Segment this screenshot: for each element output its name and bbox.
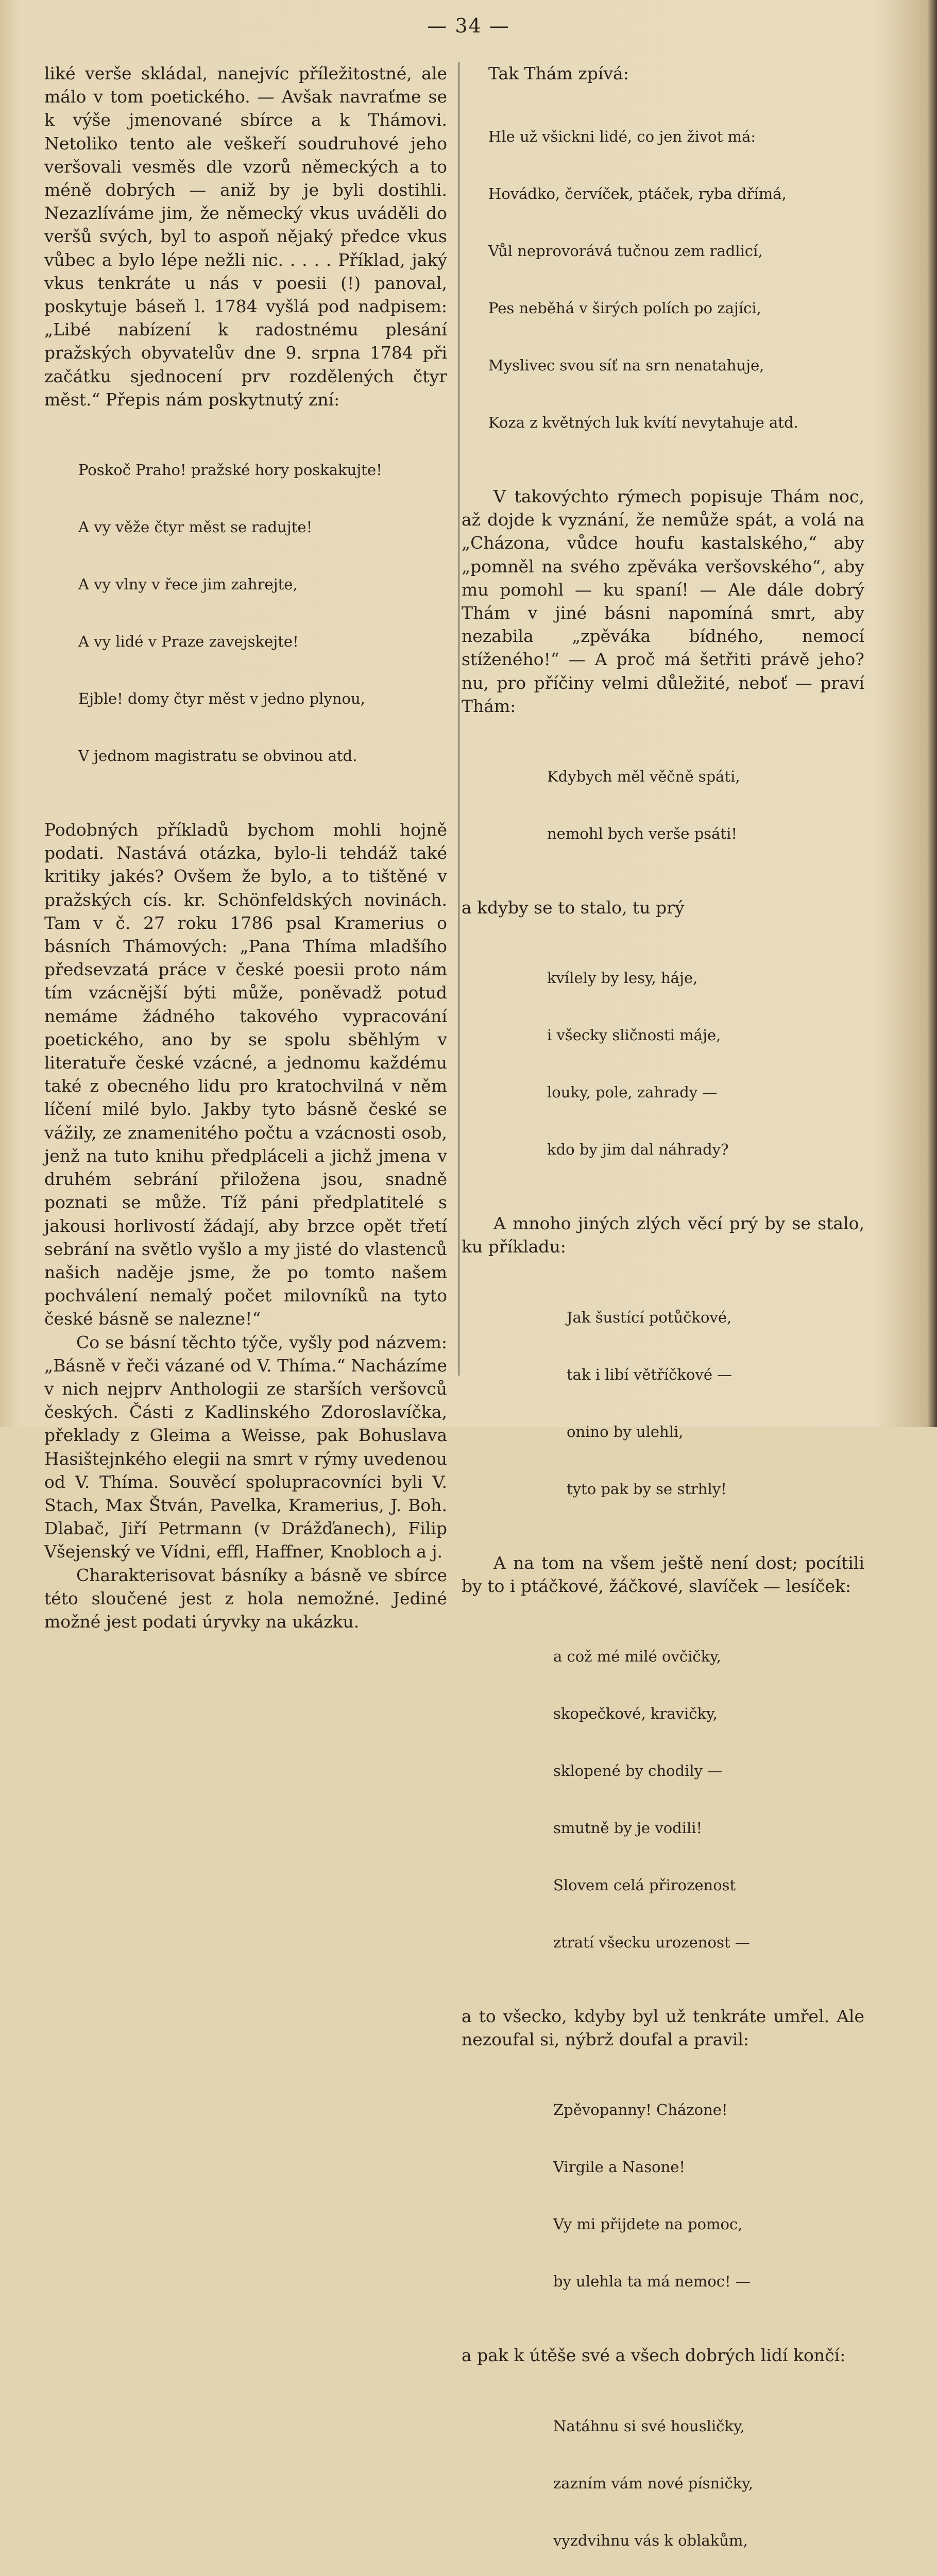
verse-line: Myslivec svou síť na srn nenatahuje,: [488, 357, 764, 374]
verse-line: Vůl neprovorává tučnou zem radlicí,: [488, 242, 763, 260]
verse-line: i všecky sličnosti máje,: [547, 1026, 721, 1044]
right-paragraph-1: V takovýchto rýmech popisuje Thám noc, až dojde k vyznání, že nemůže spát, a volá na „Cházona, vůdce houfu kastalského,“ aby „pomněl na svého zpěváka veršovského“, aby mu pomohl — ku spaní! — Ale dále dobrý Thám v jiné básni napomíná smrt, aby nezabila „zpěváka bídného, nemocí stíženého!“ — A proč má šetřiti právě jeho? nu, pro příčiny velmi důležité, neboť — praví Thám:: [462, 486, 864, 716]
left-paragraph-1: liké verše skládal, nanejvíc příležitostné, ale málo v tom poetického. — Avšak navraťme se k výše jmenované sbírce a k Thámovi. Netoliko tento ale veškeří soudruhové jeho veršovali vesměs dle vzorů německých a to méně dobrých — aniž by je byli dostihli. Nezazlíváme jim, že německý vkus uváděli do veršů svých, byl to aspoň nějaký předce vkus vůbec a bylo lépe nežli nic. . . . . Příklad, jaký vkus tenkráte u nás v poesii (!) panoval, poskytuje báseň l. 1784 vyšlá pod nadpisem: „Libé nabízení k radostnému plesání pražských obyvatelův dne 9. srpna 1784 při začátku sjednocení prv rozdělených čtyr měst.“ Přepis nám poskytnutý zní:: [44, 63, 447, 410]
verse-line: nemohl bych verše psáti!: [547, 825, 738, 843]
page-number: — 34 —: [427, 14, 510, 37]
verse-line: Hovádko, červíček, ptáček, ryba dřímá,: [488, 185, 787, 202]
right-paragraph-5: a to všecko, kdyby byl už tenkráte umřel. Ale nezoufal si, nýbrž doufal a pravil:: [462, 2006, 864, 2050]
verse-line: vyzdvihnu vás k oblakům,: [553, 2531, 748, 2549]
verse-line: tyto pak by se strhly!: [567, 1480, 727, 1498]
right-poem-7: [462, 2379, 864, 2576]
verse-line: kdo by jim dal náhrady?: [547, 1141, 729, 1159]
verse-line: Hle už všickni lidé, co jen život má:: [488, 128, 756, 145]
right-paragraph-4: A na tom na všem ještě není dost; pocítili by to i ptáčkové, žáčkové, slavíček — lesíček:: [462, 1552, 864, 1596]
right-paragraph-2: a kdyby se to stalo, tu prý: [462, 897, 685, 918]
verse-line: Koza z květných luk kvítí nevytahuje atd.: [488, 414, 798, 431]
verse-line: by ulehla ta má nemoc! —: [553, 2273, 751, 2291]
right-poem-2: [462, 729, 864, 882]
verse-line: Vy mi přijdete na pomoc,: [553, 2215, 743, 2233]
verse-line: Pes neběhá v širých polích po zajíci,: [488, 299, 761, 317]
left-column: [44, 62, 447, 1633]
verse-line: smutně by je vodili!: [553, 1819, 703, 1837]
verse-line: A vy věže čtyr měst se radujte!: [78, 518, 313, 536]
right-poem-3: [462, 930, 864, 1197]
right-poem-5: [462, 1609, 864, 1990]
verse-line: A vy lidé v Praze zavejskejte!: [78, 633, 299, 651]
verse-line: sklopené by chodily —: [553, 1762, 723, 1780]
right-paragraph-3: A mnoho jiných zlých věcí prý by se stalo, ku příkladu:: [462, 1213, 864, 1257]
right-paragraph-6: a pak k útěše své a všech dobrých lidí končí:: [462, 2345, 846, 2366]
verse-line: zazním vám nové písničky,: [553, 2474, 754, 2492]
left-paragraph-3: Co se básní těchto týče, vyšly pod názvem: „Básně v řeči vázané od V. Thíma.“ Nacházíme v nich nejprv Anthologii ze starších veršovců českých. Části z Kadlinského Zdoroslavíčka, překlady z Gleima a Weisse, pak Bohuslava Hasištejnkého elegii na smrt v rýmy uvedenou od V. Thíma. Souvěcí spolupracovníci byli V. Stach, Max Štván, Pavelka, Kramerius, J. Boh. Dlabač, Jiří Petrmann (v Drážďanech), Filip Všejenský ve Vídni, effl, Haffner, Knobloch a j.: [44, 1332, 447, 1562]
right-column: [462, 62, 864, 2576]
verse-line: Kdybych měl věčně spáti,: [547, 768, 740, 786]
verse-line: Zpěvopanny! Cházone!: [553, 2101, 728, 2119]
right-poem-1: [462, 89, 864, 470]
verse-line: Jak šustící potůčkové,: [567, 1308, 732, 1326]
verse-line: louky, pole, zahrady —: [547, 1083, 718, 1101]
right-intro: Tak Thám zpívá:: [488, 63, 629, 83]
verse-line: Natáhnu si své housličky,: [553, 2417, 745, 2435]
verse-line: Virgile a Nasone!: [553, 2158, 686, 2176]
verse-line: ztratí všecku urozenost —: [553, 1934, 750, 1952]
verse-line: kvílely by lesy, háje,: [547, 969, 698, 987]
right-poem-6: [462, 2062, 864, 2329]
verse-line: a což mé milé ovčičky,: [553, 1648, 721, 1666]
verse-line: tak i libí větříčkové —: [567, 1365, 732, 1383]
verse-line: Slovem celá přirozenost: [553, 1876, 736, 1894]
verse-line: Ejble! domy čtyr měst v jedno plynou,: [78, 690, 365, 708]
left-paragraph-4: Charakterisovat básníky a básně ve sbírce této sloučené jest z hola nemožné. Jediné možné jest podati úryvky na ukázku.: [44, 1565, 447, 1632]
verse-line: A vy vlny v řece jim zahrejte,: [78, 575, 298, 594]
verse-line: V jednom magistratu se obvinou atd.: [78, 747, 357, 765]
verse-line: Poskoč Praho! pražské hory poskakujte!: [78, 461, 382, 479]
right-poem-4: [462, 1270, 864, 1537]
verse-line: skopečkové, kravičky,: [553, 1705, 718, 1723]
column-divider: [458, 62, 459, 1376]
left-paragraph-2: Podobných příkladů bychom mohli hojně podati. Nastává otázka, bylo-li tehdáž také kritiky jakés? Ovšem že bylo, a to tištěné v pražských cís. kr. Schönfeldských novinách. Tam v č. 27 roku 1786 psal Kramerius o básních Thámových: „Pana Thíma mladšího předsevzatá práce v české poesii proto nám tím vzácnější býti může, poněvadž potud nemáme žádného takového vypracování poetického, ano by se spolu sběhlým v literatuře české vzácné, a jednomu každému také z obecného lidu pro kratochvilná v něm líčení milé bylo. Jakby tyto básně české se vážily, ze znamenitého počtu a vzácnosti osob, jenž na tuto knihu předpláceli a jichž jmena v druhém sebrání přiložena jsou, snadně poznati se může. Tíž páni předplatitelé s jakousi horlivostí žádají, aby brzce opět třetí sebrání na světlo vyšlo a my jisté do vlastenců našich naděje jsme, že po tomto našem pochválení nemalý počet milovníků na tyto české básně se nalezne!“: [44, 820, 447, 1329]
verse-line: onino by ulehli,: [567, 1422, 684, 1440]
left-poem-1: [44, 422, 447, 804]
